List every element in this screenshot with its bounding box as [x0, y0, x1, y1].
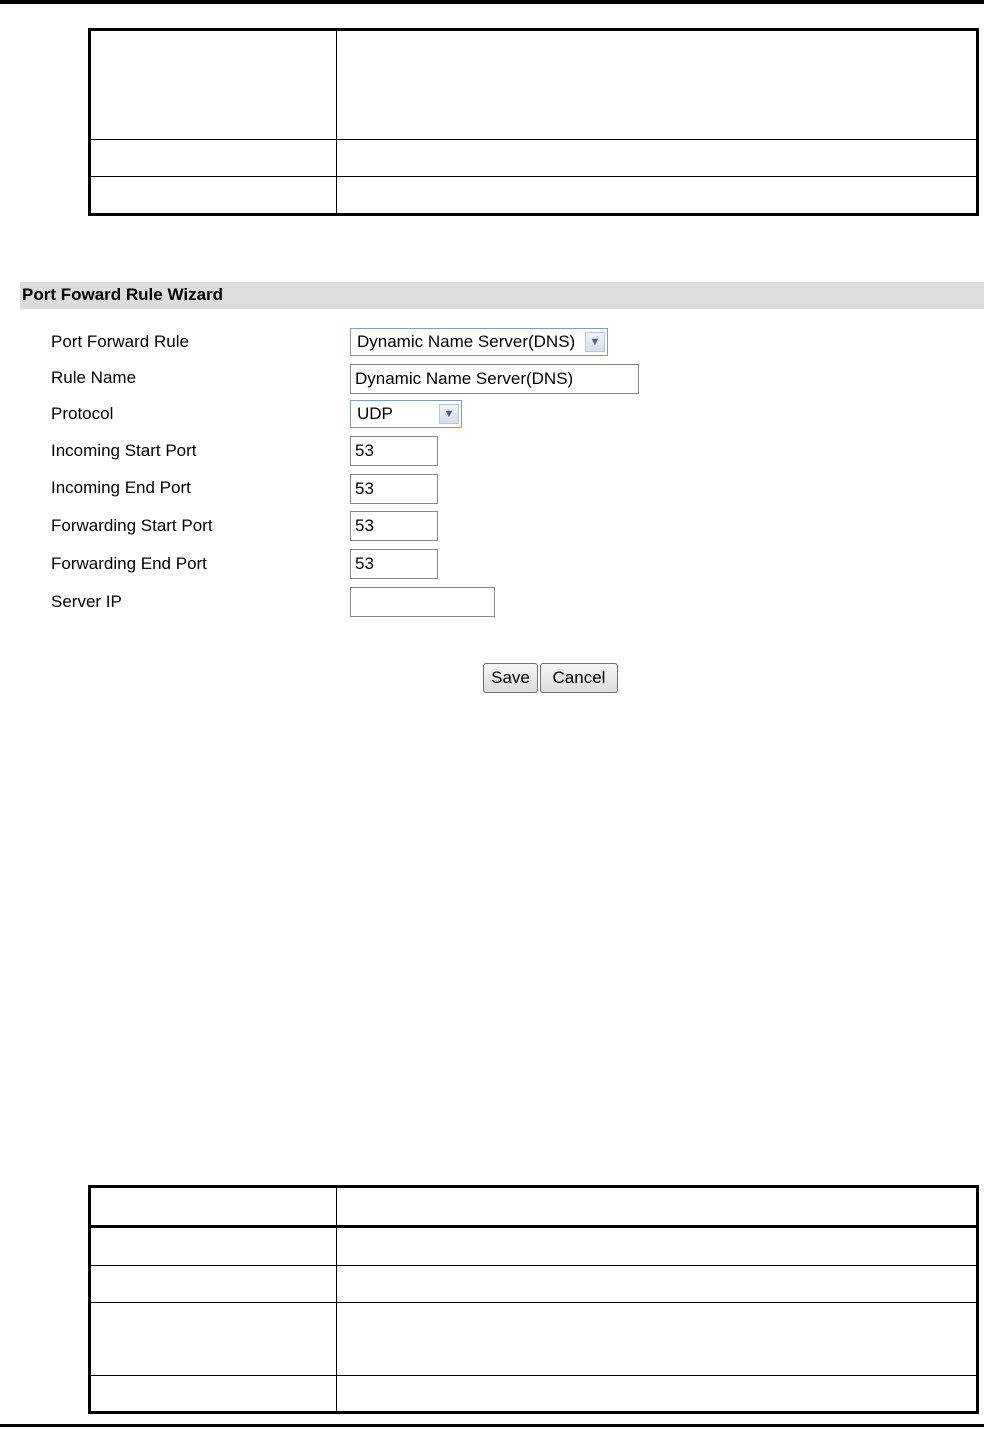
- forwarding-end-port-label: Forwarding End Port: [51, 554, 207, 573]
- save-button[interactable]: Save: [483, 663, 538, 693]
- forwarding-start-port-input[interactable]: [350, 511, 438, 541]
- protocol-label: Protocol: [51, 404, 114, 423]
- wizard-title: Port Foward Rule Wizard: [22, 285, 224, 304]
- bottom-rule: [0, 1424, 984, 1427]
- table-header-row: [90, 1187, 978, 1227]
- rule-name-label: Rule Name: [51, 368, 137, 387]
- wizard-header: [20, 282, 984, 309]
- protocol-value: UDP: [357, 404, 393, 423]
- incoming-start-port-label: Incoming Start Port: [51, 441, 197, 460]
- chevron-down-icon[interactable]: ▼: [585, 332, 605, 352]
- table-row: [90, 1376, 978, 1413]
- port-forward-rule-select[interactable]: [350, 328, 608, 356]
- port-forward-rule-value: Dynamic Name Server(DNS): [357, 332, 576, 351]
- document-table-top: [88, 28, 979, 216]
- incoming-start-port-input[interactable]: [350, 436, 438, 466]
- document-table-bottom: [88, 1185, 979, 1414]
- table-row: [90, 1227, 978, 1266]
- protocol-select[interactable]: [350, 400, 462, 428]
- cancel-button[interactable]: Cancel: [540, 663, 618, 693]
- table-row: [90, 1303, 978, 1376]
- chevron-down-icon[interactable]: ▼: [439, 404, 459, 424]
- top-rule: [0, 0, 984, 4]
- incoming-end-port-input[interactable]: [350, 474, 438, 504]
- table-row: [90, 140, 978, 177]
- forwarding-end-port-input[interactable]: [350, 549, 438, 579]
- table-row: [90, 177, 978, 215]
- rule-name-input[interactable]: [350, 364, 639, 394]
- table-row: [90, 1266, 978, 1303]
- forwarding-start-port-label: Forwarding Start Port: [51, 516, 213, 535]
- port-forward-rule-label: Port Forward Rule: [51, 332, 189, 351]
- server-ip-input[interactable]: [350, 587, 495, 617]
- table-row: [90, 30, 978, 140]
- incoming-end-port-label: Incoming End Port: [51, 478, 191, 497]
- server-ip-label: Server IP: [51, 592, 122, 611]
